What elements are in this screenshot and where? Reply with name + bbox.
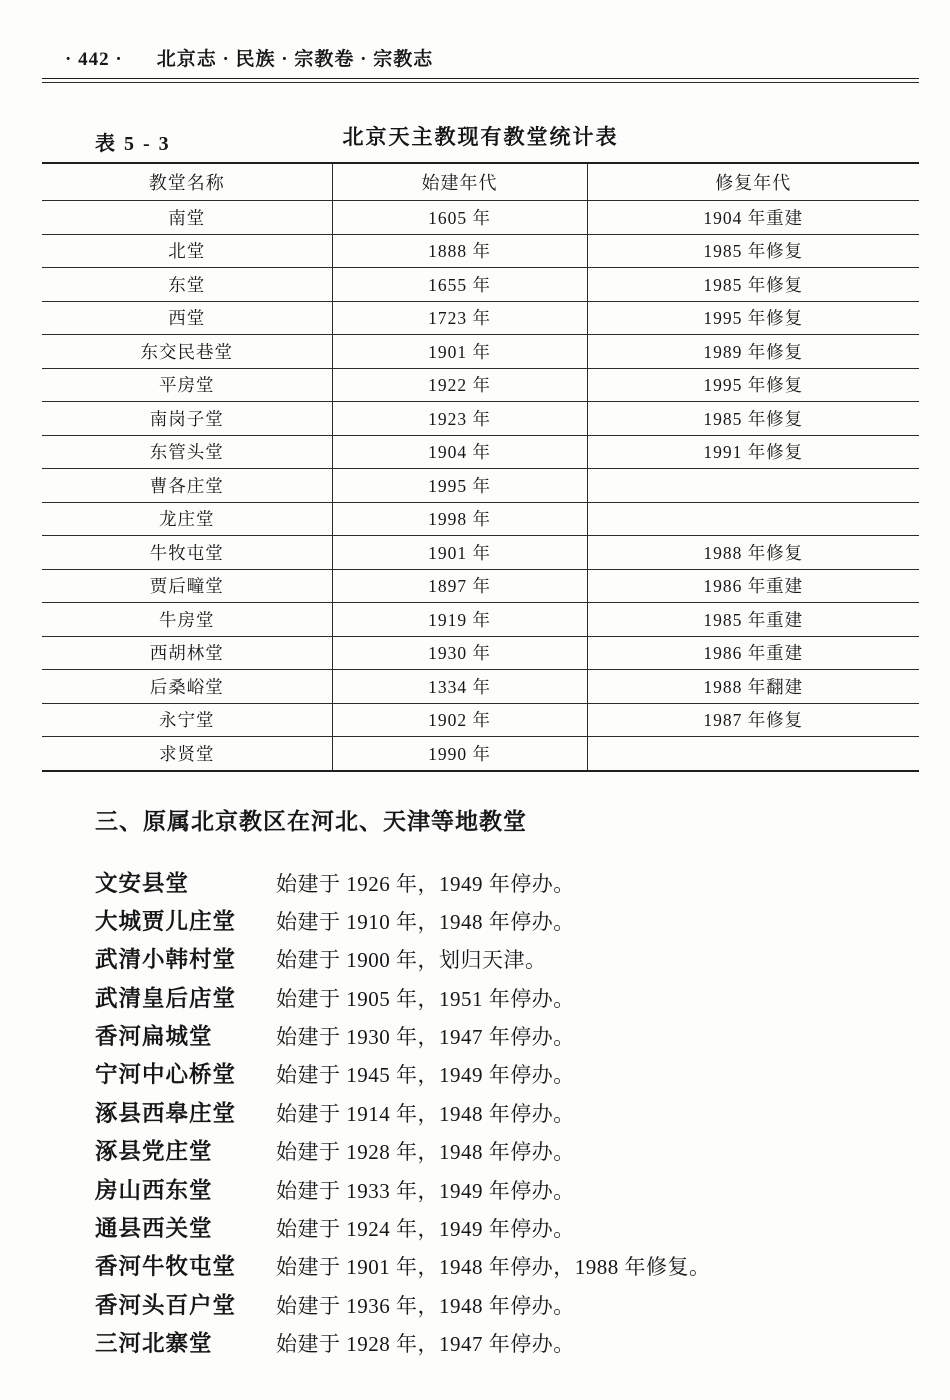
church-entry-name: 宁河中心桥堂 (95, 1062, 237, 1088)
church-entry-description: 始建于 1910 年，1948 年停办。 (276, 909, 575, 934)
table-row (42, 569, 919, 603)
table-row (42, 268, 919, 302)
church-entry-description: 始建于 1901 年，1948 年停办，1988 年修复。 (276, 1255, 711, 1280)
founded-year-cell: 1923 年 (332, 402, 587, 436)
founded-year-cell: 1888 年 (332, 234, 587, 268)
table-row (42, 502, 919, 536)
founded-year-cell: 1723 年 (332, 301, 587, 335)
repair-year-cell (587, 737, 919, 771)
founded-year-cell: 1334 年 (332, 670, 587, 704)
founded-year-cell: 1655 年 (332, 268, 587, 302)
church-entry-description: 始建于 1928 年，1947 年停办。 (276, 1332, 575, 1357)
table-caption (42, 121, 919, 155)
church-name-cell: 南岗子堂 (42, 402, 332, 436)
founded-year-cell: 1919 年 (332, 603, 587, 637)
church-entry-name: 文安县堂 (95, 870, 190, 896)
repair-year-cell: 1985 年修复 (587, 234, 919, 268)
founded-year-cell: 1901 年 (332, 536, 587, 570)
repair-year-cell: 1985 年修复 (587, 268, 919, 302)
column-header-church-name: 教堂名称 (42, 163, 332, 201)
church-name-cell: 东管头堂 (42, 435, 332, 469)
church-entry (95, 942, 919, 980)
church-entry-description: 始建于 1933 年，1949 年停办。 (276, 1178, 575, 1203)
table-label: 表 5 - 3 (95, 133, 171, 155)
table-row (42, 469, 919, 503)
repair-year-cell: 1986 年重建 (587, 636, 919, 670)
founded-year-cell: 1901 年 (332, 335, 587, 369)
church-entry-description: 始建于 1930 年，1947 年停办。 (276, 1025, 575, 1050)
church-name-cell: 北堂 (42, 234, 332, 268)
church-entry (95, 904, 919, 942)
founded-year-cell: 1904 年 (332, 435, 587, 469)
church-entry-description: 始建于 1914 年，1948 年停办。 (276, 1101, 575, 1126)
church-entry (95, 1211, 919, 1249)
scanned-document-page (42, 0, 919, 1365)
running-head (65, 0, 919, 71)
church-entry-description: 始建于 1945 年，1949 年停办。 (276, 1063, 575, 1088)
table-row (42, 402, 919, 436)
header-rule (42, 78, 919, 83)
repair-year-cell (587, 502, 919, 536)
founded-year-cell: 1995 年 (332, 469, 587, 503)
repair-year-cell: 1988 年翻建 (587, 670, 919, 704)
church-entry (95, 1019, 919, 1057)
church-name-cell: 西胡林堂 (42, 636, 332, 670)
repair-year-cell: 1987 年修复 (587, 703, 919, 737)
table-row (42, 435, 919, 469)
church-name-cell: 求贤堂 (42, 737, 332, 771)
church-name-cell: 永宁堂 (42, 703, 332, 737)
founded-year-cell: 1930 年 (332, 636, 587, 670)
table-row (42, 737, 919, 771)
church-entry-description: 始建于 1936 年，1948 年停办。 (276, 1293, 575, 1318)
church-statistics-table (42, 162, 919, 772)
church-entry-name: 大城贾儿庄堂 (95, 908, 237, 934)
church-entry-name: 香河牛牧屯堂 (95, 1254, 237, 1280)
founded-year-cell: 1902 年 (332, 703, 587, 737)
page-number: · 442 · (65, 49, 123, 70)
church-name-cell: 南堂 (42, 201, 332, 235)
church-name-cell: 龙庄堂 (42, 502, 332, 536)
church-entry-name: 三河北寨堂 (95, 1331, 213, 1357)
church-entry-description: 始建于 1926 年，1949 年停办。 (276, 871, 575, 896)
founded-year-cell: 1922 年 (332, 368, 587, 402)
founded-year-cell: 1990 年 (332, 737, 587, 771)
repair-year-cell: 1988 年修复 (587, 536, 919, 570)
section-heading: 三、原属北京教区在河北、天津等地教堂 (95, 808, 527, 834)
church-entry (95, 1134, 919, 1172)
church-entry-name: 香河头百户堂 (95, 1292, 237, 1318)
church-name-cell: 牛房堂 (42, 603, 332, 637)
repair-year-cell: 1985 年重建 (587, 603, 919, 637)
book-title: 北京志 · 民族 · 宗教卷 · 宗教志 (156, 49, 434, 70)
table-row (42, 703, 919, 737)
church-entry-description: 始建于 1905 年，1951 年停办。 (276, 986, 575, 1011)
church-entry (95, 1173, 919, 1211)
repair-year-cell: 1995 年修复 (587, 301, 919, 335)
table-row (42, 368, 919, 402)
table-row (42, 301, 919, 335)
church-entry (95, 981, 919, 1019)
church-entry-description: 始建于 1900 年，划归天津。 (276, 948, 547, 973)
table-row (42, 234, 919, 268)
table-row (42, 536, 919, 570)
church-entry (95, 1288, 919, 1326)
church-list (95, 866, 919, 1365)
church-name-cell: 东堂 (42, 268, 332, 302)
church-entry (95, 1057, 919, 1095)
founded-year-cell: 1605 年 (332, 201, 587, 235)
church-name-cell: 后桑峪堂 (42, 670, 332, 704)
repair-year-cell (587, 469, 919, 503)
church-entry (95, 1096, 919, 1134)
church-entry-name: 涿县党庄堂 (95, 1139, 213, 1165)
repair-year-cell: 1989 年修复 (587, 335, 919, 369)
church-name-cell: 西堂 (42, 301, 332, 335)
column-header-founded-year: 始建年代 (332, 163, 587, 201)
church-entry-name: 香河扁城堂 (95, 1024, 213, 1050)
church-name-cell: 曹各庄堂 (42, 469, 332, 503)
church-entry (95, 866, 919, 904)
repair-year-cell: 1985 年修复 (587, 402, 919, 436)
church-name-cell: 贾后疃堂 (42, 569, 332, 603)
repair-year-cell: 1995 年修复 (587, 368, 919, 402)
founded-year-cell: 1897 年 (332, 569, 587, 603)
church-entry-description: 始建于 1924 年，1949 年停办。 (276, 1217, 575, 1242)
table-row (42, 201, 919, 235)
column-header-repair-year: 修复年代 (587, 163, 919, 201)
church-entry-description: 始建于 1928 年，1948 年停办。 (276, 1140, 575, 1165)
church-entry-name: 涿县西皋庄堂 (95, 1100, 237, 1126)
church-name-cell: 东交民巷堂 (42, 335, 332, 369)
church-name-cell: 牛牧屯堂 (42, 536, 332, 570)
repair-year-cell: 1986 年重建 (587, 569, 919, 603)
church-entry-name: 通县西关堂 (95, 1216, 213, 1242)
table-title: 北京天主教现有教堂统计表 (342, 125, 619, 149)
church-entry-name: 武清小韩村堂 (95, 947, 237, 973)
church-name-cell: 平房堂 (42, 368, 332, 402)
table-header-row (42, 163, 919, 201)
table-row (42, 603, 919, 637)
repair-year-cell: 1904 年重建 (587, 201, 919, 235)
church-entry-name: 武清皇后店堂 (95, 985, 237, 1011)
table-row (42, 670, 919, 704)
church-entry (95, 1326, 919, 1364)
church-table-body (42, 201, 919, 771)
founded-year-cell: 1998 年 (332, 502, 587, 536)
table-row (42, 636, 919, 670)
church-entry (95, 1249, 919, 1287)
repair-year-cell: 1991 年修复 (587, 435, 919, 469)
church-entry-name: 房山西东堂 (95, 1177, 213, 1203)
table-row (42, 335, 919, 369)
